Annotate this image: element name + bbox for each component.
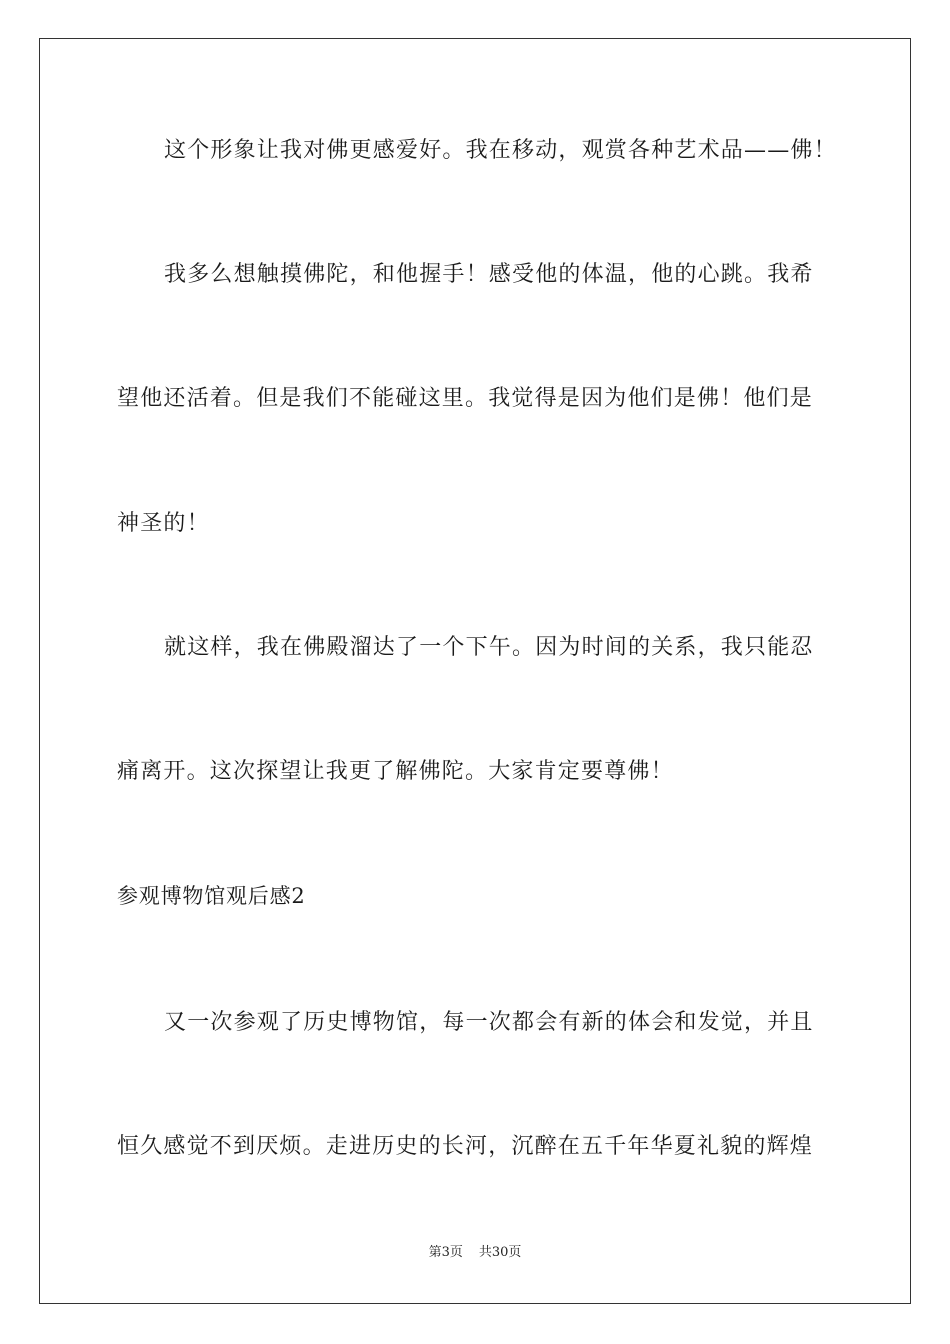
section-heading: 参观博物馆观后感2 — [117, 884, 306, 908]
paragraph-line: 望他还活着。但是我们不能碰这里。我觉得是因为他们是佛！他们是 — [117, 386, 814, 411]
paragraph-line: 又一次参观了历史博物馆，每一次都会有新的体会和发觉，并且 — [164, 1010, 814, 1035]
page-number: 第3页 — [428, 1245, 463, 1260]
paragraph-line: 我多么想触摸佛陀，和他握手！感受他的体温，他的心跳。我希 — [164, 262, 814, 287]
page-border — [39, 38, 911, 1304]
paragraph-line: 这个形象让我对佛更感爱好。我在移动，观赏各种艺术品——佛！ — [164, 138, 837, 163]
paragraph-line: 就这样，我在佛殿溜达了一个下午。因为时间的关系，我只能忍 — [164, 635, 814, 660]
paragraph-line: 恒久感觉不到厌烦。走进历史的长河，沉醉在五千年华夏礼貌的辉煌 — [117, 1134, 814, 1159]
paragraph-line: 痛离开。这次探望让我更了解佛陀。大家肯定要尊佛！ — [117, 759, 674, 784]
paragraph-line: 神圣的！ — [117, 511, 210, 536]
page-total: 共30页 — [478, 1245, 522, 1260]
page-footer — [0, 1244, 950, 1262]
